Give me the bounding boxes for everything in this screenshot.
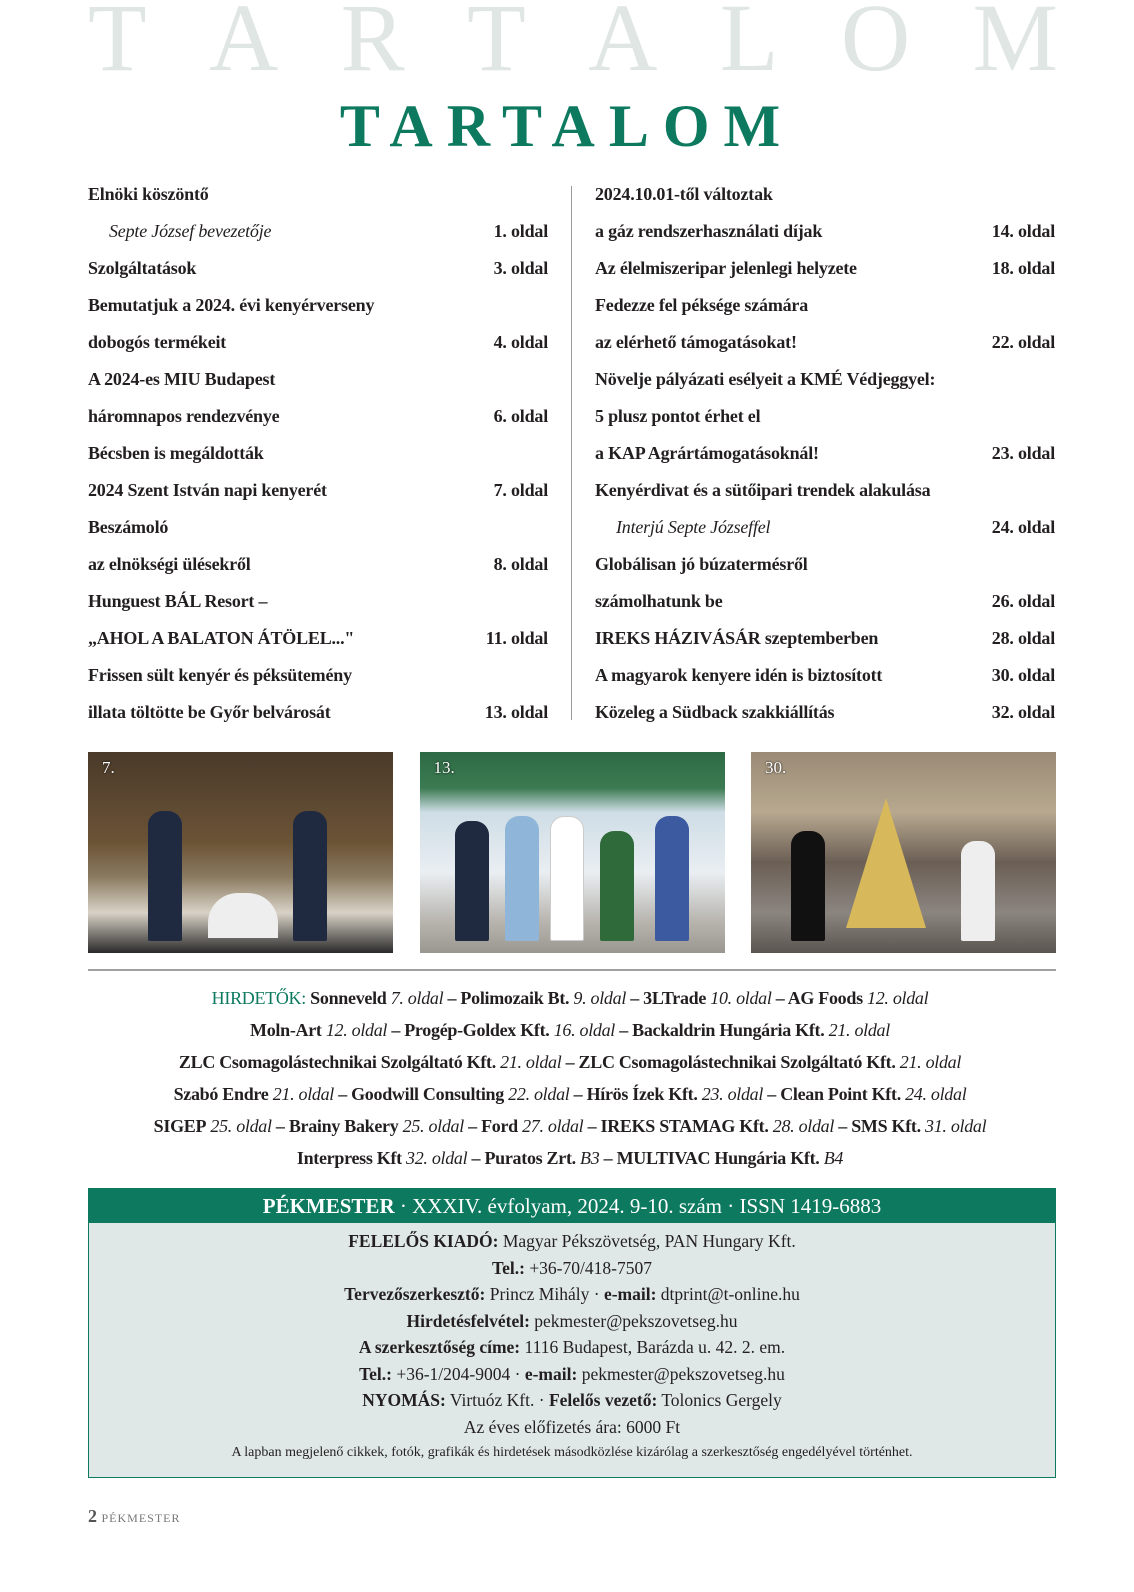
issue-info: · XXXIV. évfolyam, 2024. 9-10. szám · ISSN 1419-6883 (394, 1194, 882, 1218)
toc-entry-title: a KAP Agrártámogatásoknál! (595, 443, 819, 463)
toc-entry[interactable] (595, 583, 1055, 620)
imprint-header (89, 1189, 1055, 1223)
toc-entry-page: 32. oldal (991, 702, 1055, 722)
toc-entry[interactable] (595, 324, 1055, 361)
imprint-label: Tervezőszerkesztő: (344, 1284, 486, 1304)
advertiser-line (60, 1110, 1080, 1142)
watermark-letter: A (209, 0, 279, 91)
toc-entry[interactable] (595, 509, 1055, 546)
advertiser-name: Progép-Goldex Kft. (404, 1020, 550, 1040)
imprint-value: +36-70/418-7507 (524, 1257, 652, 1278)
toc-entry-title: Bemutatjuk a 2024. évi kenyérverseny (88, 295, 375, 315)
imprint-line (89, 1308, 1055, 1335)
advertiser-page: 24. oldal (905, 1084, 967, 1104)
advertiser-entry (583, 1116, 834, 1136)
advertiser-page: 21. oldal (899, 1052, 962, 1072)
toc-entry[interactable] (88, 213, 548, 250)
advertiser-page: 31. oldal (925, 1116, 987, 1136)
toc-entry[interactable] (88, 620, 548, 657)
photo-blessing-bread (88, 752, 393, 953)
advertiser-page: 21. oldal (828, 1020, 890, 1040)
advertiser-page: 27. oldal (522, 1116, 584, 1136)
watermark-letter: R (340, 0, 405, 91)
page-title: TARTALOM (339, 93, 795, 159)
toc-entry[interactable] (595, 361, 1055, 398)
advertiser-page: 23. oldal (701, 1084, 764, 1104)
advertiser-line (60, 1142, 1080, 1174)
advertiser-page: 7. oldal (390, 988, 444, 1008)
advertiser-entry (569, 1084, 763, 1104)
toc-entry[interactable] (595, 213, 1055, 250)
advertiser-name: Szabó Endre (173, 1084, 269, 1104)
title-watermark (88, 0, 1058, 91)
advertiser-name: SIGEP (153, 1116, 207, 1136)
toc-entry-page: 24. oldal (991, 517, 1055, 537)
watermark-letter: O (840, 0, 911, 91)
toc-entry-page: 13. oldal (484, 702, 548, 722)
toc-entry[interactable] (88, 176, 548, 213)
advertiser-entry (272, 1116, 464, 1136)
photo-bread-parade (751, 752, 1056, 953)
advertiser-name: ZLC Csomagolástechnikai Szolgáltató Kft. (178, 1052, 496, 1072)
toc-entry-title: dobogós termékeit (88, 332, 227, 352)
toc-entry-title: Elnöki köszöntő (88, 184, 209, 204)
advertiser-entry (464, 1116, 583, 1136)
advertiser-name: ZLC Csomagolástechnikai Szolgáltató Kft. (578, 1052, 896, 1072)
toc-entry-title: illata töltötte be Győr belvárosát (88, 702, 331, 722)
watermark-letter: A (588, 0, 658, 91)
advertiser-entry (310, 988, 443, 1008)
column-divider (571, 186, 572, 720)
advertiser-page: 22. oldal (508, 1084, 570, 1104)
advertiser-name: Goodwill Consulting (351, 1084, 504, 1104)
imprint-value: 1116 Budapest, Barázda u. 42. 2. em. (520, 1337, 786, 1357)
toc-right-column (595, 176, 1055, 731)
toc-entry[interactable] (88, 657, 548, 694)
toc-entry-page: 23. oldal (991, 443, 1055, 463)
toc-entry-page: 4. oldal (493, 332, 548, 352)
toc-entry-title: Frissen sült kenyér és péksütemény (88, 665, 352, 685)
toc-entry-title: az elérhető támogatásokat! (595, 332, 797, 352)
imprint-line (89, 1255, 1055, 1282)
toc-entry[interactable] (595, 435, 1055, 472)
toc-entry[interactable] (595, 287, 1055, 324)
advertiser-page: 28. oldal (772, 1116, 835, 1136)
imprint-line (89, 1281, 1055, 1308)
imprint-line (89, 1334, 1055, 1361)
imprint-label: A szerkesztőség címe: (358, 1337, 521, 1357)
toc-entry[interactable] (595, 250, 1055, 287)
advertiser-name: Ford (481, 1116, 518, 1136)
imprint-value: pekmester@pekszovetseg.hu (529, 1310, 738, 1331)
advertiser-entry (334, 1084, 569, 1104)
advertiser-entry (772, 988, 929, 1008)
toc-entry-page: 22. oldal (991, 332, 1055, 352)
toc-entry-title: „AHOL A BALATON ÁTÖLEL..." (88, 628, 355, 648)
advertiser-page: 21. oldal (500, 1052, 562, 1072)
advertiser-name: Brainy Bakery (288, 1116, 399, 1136)
imprint-label: e-mail: (524, 1363, 578, 1384)
advertiser-entry (615, 1020, 890, 1040)
toc-entry[interactable] (595, 657, 1055, 694)
advertiser-name: Backaldrin Hungária Kft. (632, 1020, 825, 1040)
imprint-label: Tel.: (359, 1363, 392, 1384)
advertiser-page: 25. oldal (402, 1116, 464, 1136)
imprint-line (89, 1414, 1055, 1441)
toc-entry-page: 3. oldal (493, 258, 548, 278)
toc-entry[interactable] (88, 694, 548, 731)
toc-entry-title: háromnapos rendezvénye (88, 406, 280, 426)
advertiser-page: B4 (823, 1148, 844, 1168)
watermark-letter: T (88, 0, 147, 91)
imprint-value: Magyar Pékszövetség, PAN Hungary Kft. (498, 1231, 796, 1251)
toc-entry-title: 2024.10.01-től változtak (595, 184, 773, 204)
photo-gyor-event (420, 752, 725, 953)
watermark-letter: T (467, 0, 526, 91)
toc-entry-title: Fedezze fel péksége számára (595, 295, 809, 315)
advertiser-line (60, 982, 1080, 1014)
advertiser-entry (834, 1116, 986, 1136)
toc-entry[interactable] (88, 287, 548, 324)
advertiser-entry (561, 1052, 961, 1072)
advertiser-name: Moln-Art (250, 1020, 322, 1040)
toc-entry-title: Bécsben is megáldották (88, 443, 264, 463)
imprint-label: FELELŐS KIADÓ: (348, 1231, 499, 1251)
toc-entry[interactable] (595, 398, 1055, 435)
advertiser-page: 21. oldal (272, 1084, 334, 1104)
imprint-label: Felelős vezető: (548, 1390, 658, 1410)
toc-entry-title: Az élelmiszeripar jelenlegi helyzete (595, 258, 857, 278)
toc-entry-title: Közeleg a Südback szakkiállítás (595, 702, 835, 722)
watermark-letter: L (719, 0, 779, 91)
imprint-line (89, 1228, 1055, 1255)
advertiser-name: MULTIVAC Hungária Kft. (616, 1148, 820, 1168)
toc-entry-title: 5 plusz pontot érhet el (595, 406, 761, 426)
advertiser-page: 16. oldal (553, 1020, 615, 1040)
advertiser-page: 32. oldal (406, 1148, 468, 1168)
toc-entry-title: Kenyérdivat és a sütőipari trendek alakulása (595, 480, 931, 500)
imprint-value: Princz Mihály · (485, 1284, 604, 1304)
toc-entry[interactable] (88, 509, 548, 546)
advertiser-entry (467, 1148, 599, 1168)
page-footer (88, 1506, 181, 1527)
toc-entry[interactable] (88, 472, 548, 509)
advertiser-entry (599, 1148, 843, 1168)
advertisers-list (60, 982, 1080, 1174)
toc-entry[interactable] (88, 250, 548, 287)
imprint-value: pekmester@pekszovetseg.hu (577, 1363, 785, 1384)
imprint-copyright-note: A lapban megjelenő cikkek, fotók, grafikák és hirdetések másodközlése kizárólag a szerkesztőség engedélyével történhet. (231, 1445, 913, 1460)
horizontal-rule (88, 969, 1056, 971)
toc-entry[interactable] (88, 398, 548, 435)
photo-page-label: 30. (765, 758, 787, 777)
advertiser-page: 9. oldal (573, 988, 627, 1008)
advertiser-page: 12. oldal (867, 988, 929, 1008)
imprint-label: Hirdetésfelvétel: (406, 1310, 530, 1331)
toc-entry[interactable] (595, 620, 1055, 657)
imprint-line (89, 1361, 1055, 1388)
toc-left-column (88, 176, 548, 731)
toc-entry-page: 8. oldal (493, 554, 548, 574)
advertiser-name: IREKS STAMAG Kft. (600, 1116, 769, 1136)
toc-entry-title: IREKS HÁZIVÁSÁR szeptemberben (595, 628, 879, 648)
photo-page-label: 13. (433, 758, 455, 777)
page-number: 2 (88, 1506, 97, 1526)
toc-entry-title: számolhatunk be (595, 591, 723, 611)
imprint-label: Tel.: (492, 1257, 525, 1278)
toc-entry-title: A magyarok kenyere idén is biztosított (595, 665, 883, 685)
advertiser-entry (174, 1084, 334, 1104)
advertiser-entry (387, 1020, 615, 1040)
advertiser-name: Polimozaik Bt. (460, 988, 570, 1008)
toc-entry-title: Globálisan jó búzatermésről (595, 554, 808, 574)
toc-entry[interactable] (595, 472, 1055, 509)
toc-entry-title: Septe József bevezetője (109, 221, 272, 241)
advertiser-name: Interpress Kft (296, 1148, 402, 1168)
imprint-box (88, 1188, 1056, 1478)
imprint-label: e-mail: (603, 1284, 657, 1304)
toc-entry-title: 2024 Szent István napi kenyerét (88, 480, 327, 500)
imprint-value: +36-1/204-9004 · (391, 1363, 525, 1384)
imprint-value: Virtuóz Kft. · (445, 1390, 549, 1410)
toc-entry[interactable] (88, 361, 548, 398)
advertiser-name: 3LTrade (643, 988, 707, 1008)
toc-entry-title: a gáz rendszerhasználati díjak (595, 221, 823, 241)
imprint-label: NYOMÁS: (362, 1390, 446, 1410)
advertiser-name: AG Foods (787, 988, 863, 1008)
advertiser-line (60, 1046, 1080, 1078)
toc-entry[interactable] (595, 546, 1055, 583)
watermark-letter: M (972, 0, 1058, 91)
advertiser-entry (179, 1052, 562, 1072)
advertiser-entry (297, 1148, 467, 1168)
toc-entry-title: Hunguest BÁL Resort – (88, 591, 268, 611)
toc-entry-title: Beszámoló (88, 517, 169, 537)
toc-entry[interactable] (88, 435, 548, 472)
imprint-line (89, 1387, 1055, 1414)
footer-magazine: PÉKMESTER (101, 1511, 181, 1525)
toc-entry-title: Szolgáltatások (88, 258, 197, 278)
advertiser-name: SMS Kft. (851, 1116, 921, 1136)
toc-entry[interactable] (88, 583, 548, 620)
toc-entry-page: 28. oldal (991, 628, 1055, 648)
advertiser-name: Sonneveld (310, 988, 387, 1008)
toc-entry-title: Növelje pályázati esélyeit a KMÉ Védjeggyel: (595, 369, 936, 389)
toc-entry[interactable] (595, 694, 1055, 731)
advertiser-page: 12. oldal (325, 1020, 388, 1040)
toc-entry-title: Interjú Septe Józseffel (616, 517, 771, 537)
toc-entry-title: az elnökségi ülésekről (88, 554, 251, 574)
advertiser-page: 10. oldal (710, 988, 772, 1008)
toc-entry-page: 6. oldal (493, 406, 548, 426)
magazine-name: PÉKMESTER (262, 1194, 395, 1218)
photo-strip (88, 752, 1056, 953)
toc-entry-title: A 2024-es MIU Budapest (88, 369, 276, 389)
toc-entry-page: 7. oldal (493, 480, 548, 500)
toc-entry[interactable] (595, 176, 1055, 213)
advertiser-entry (626, 988, 772, 1008)
imprint-value: Tolonics Gergely (657, 1390, 782, 1410)
toc-entry-page: 1. oldal (493, 221, 548, 241)
advertiser-name: Clean Point Kft. (780, 1084, 901, 1104)
advertiser-entry (763, 1084, 966, 1104)
advertiser-name: Puratos Zrt. (484, 1148, 576, 1168)
advertiser-page: 25. oldal (210, 1116, 272, 1136)
toc-entry[interactable] (88, 324, 548, 361)
advertiser-entry (250, 1020, 387, 1040)
imprint-value: Az éves előfizetés ára: 6000 Ft (463, 1416, 681, 1437)
advertisers-label: HIRDETŐK: (211, 988, 306, 1008)
toc-entry[interactable] (88, 546, 548, 583)
advertiser-page: B3 (580, 1148, 600, 1168)
advertiser-line (60, 1078, 1080, 1110)
toc-entry-page: 30. oldal (991, 665, 1055, 685)
toc-entry-page: 11. oldal (485, 628, 548, 648)
toc-entry-page: 14. oldal (991, 221, 1055, 241)
advertiser-name: Hírös Ízek Kft. (586, 1084, 698, 1104)
toc-entry-page: 18. oldal (991, 258, 1055, 278)
photo-page-label: 7. (102, 758, 115, 777)
imprint-value: dtprint@t-online.hu (656, 1284, 800, 1304)
advertiser-entry (443, 988, 626, 1008)
advertiser-line (60, 1014, 1080, 1046)
toc-entry-page: 26. oldal (991, 591, 1055, 611)
advertiser-entry (154, 1116, 272, 1136)
